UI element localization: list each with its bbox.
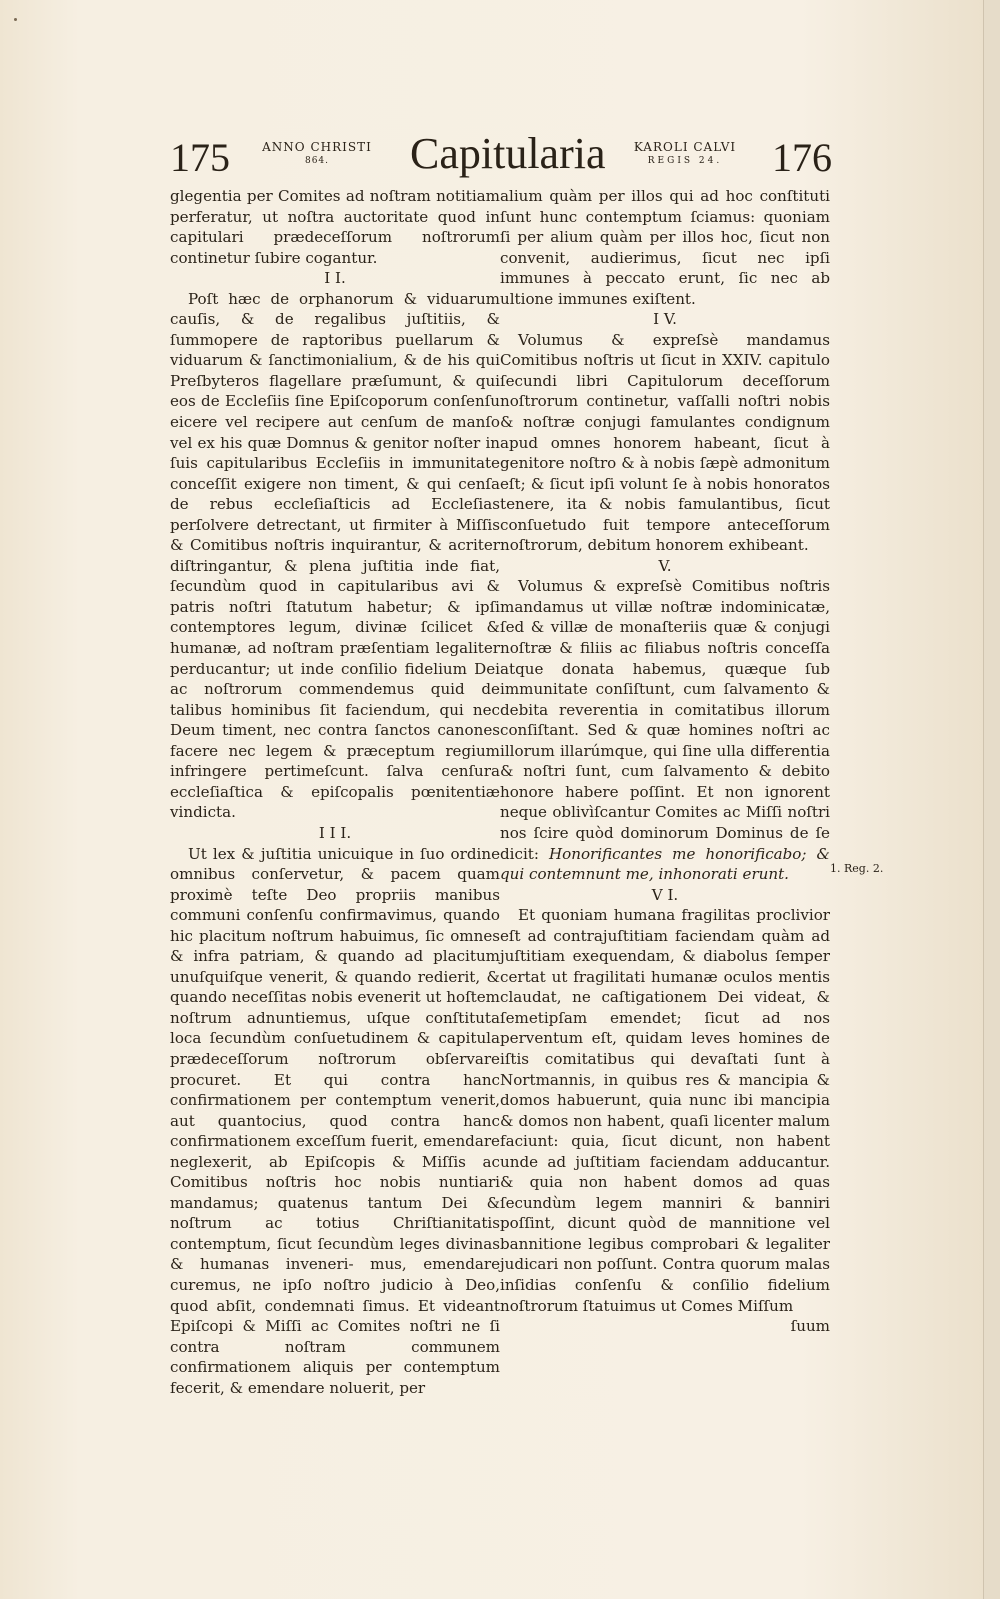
paragraph: glegentia per Comites ad noſtram notitiam perferatur, ut noſtra auctoritate quod in capitulari prædeceſſorum noſtrorum continetur ſubire cogantur. <box>170 187 500 267</box>
running-header <box>160 128 840 188</box>
chapter-heading: I V. <box>653 310 677 329</box>
page-number-right: 176 <box>772 135 832 180</box>
page-edge <box>983 0 1000 1599</box>
paragraph <box>500 576 830 884</box>
regis-year: REGIS 24. <box>647 156 723 166</box>
anno-year: 864. <box>304 156 330 166</box>
chapter-heading: I I I. <box>318 823 352 842</box>
scripture-quote: Honorificantes me honorificabo; & qui contemnunt me, inhonorati erunt. <box>500 844 830 884</box>
right-column <box>500 186 830 1337</box>
paragraph: Et quoniam humana fragilitas proclivior eſt ad contrajuſtitiam faciendam quàm ad juſtitiam exequendam, & diabolus ſemper certat ut fragilitati humanæ oculos mentis claudat, ne caſtigationem Dei videat, & ſemetipſam emendet; ſicut ad nos perventum eſt, quidam leves homines de iſtis comitatibus qui devaſtati ſunt à Nortmannis, in quibus res & mancipia & domos habuerunt, quia nunc ibi mancipia & domos non habent, quaſi licenter malum faciunt: quia, ſicut dicunt, non habent unde ad juſtitiam faciendam adducantur. & quia non habent domos ad quas ſecundùm legem manniri & banniri poſſint, dicunt quòd de mannitione vel bannitione legibus comprobari & legaliter judicari non poſſunt. Contra quorum malas inſidias conſenſu & conſilio fidelium noſtrorum ſtatuimus ut Comes Miſſum <box>500 906 830 1315</box>
karoli-calvi-label <box>610 140 760 166</box>
chapter-heading: V I. <box>651 885 679 904</box>
paragraph: Volumus & expreſsè mandamus Comitibus noſtris ut ſicut in XXIV. capitulo ſecundi libri Capitulorum deceſſorum noſtrorum continetur, vaſſalli noſtri nobis & noſtræ conjugi famulantes condignum apud omnes honorem habeant, ſicut à genitore noſtro & à nobis ſæpè admonitum eſt; & ſicut ipſi volunt ſe à nobis honoratos tenere, ita & nobis famulantibus, ſicut conſuetudo fuit tempore anteceſſorum noſtrorum, debitum honorem exhibeant. <box>500 330 830 555</box>
margin-note: 1. Reg. 2. <box>830 862 884 875</box>
page-speck <box>14 18 17 21</box>
chapter-heading: V. <box>658 556 672 575</box>
anno-christi-text: ANNO CHRISTI <box>262 140 372 154</box>
karoli-calvi-text: KAROLI CALVI <box>633 140 737 154</box>
page-title: Capitularia <box>410 129 606 178</box>
chapter-heading: I I. <box>324 269 346 288</box>
anno-christi-label <box>252 140 382 166</box>
left-column <box>170 186 500 1398</box>
catchword: ſuum <box>790 1317 830 1336</box>
paragraph-text: Volumus & expreſsè Comitibus noſtris mandamus ut villæ noſtræ indominicatæ, ſed & villæ de monaſteriis quæ & conjugi noſtræ & filiis ac filiabus noſtris conceſſa atque donata habemus, quæque ſub immunitate conſiſtunt, cum ſalvamento & debita reverentia in comitatibus illorum conſiſtant. Sed & quæ homines noſtri ac illorum illarúmque, qui ſine ulla differentia & noſtri ſunt, cum ſalvamento & debito honore habere poſſint. Et non ignorent neque oblivìſcantur Comites ac Miſſi noſtri nos ſcire quòd dominorum Dominus de ſe dicit: <box>500 577 830 863</box>
page-number-left: 175 <box>170 135 230 180</box>
paragraph: Poſt hæc de orphanorum & viduarum cauſis, & de regalibus juſtitiis, & ſummopere de raptoribus puellarum & viduarum & ſanctimonialium, & de his qui Preſbyteros flagellare præſumunt, & qui eos de Eccleſiis ſine Epiſcoporum conſenſu eicere vel recipere aut cenſum de manſo vel ex his quæ Domnus & genitor noſter in ſuis capitularibus Eccleſiis in immunitate conceſſit exigere non timent, & qui cenſa de rebus eccleſiaſticis ad Eccleſias perſolvere detrectant, ut firmiter à Miſſis & Comitibus noſtris inquirantur, & acriter diſtringantur, & plena juſtitia inde fiat, ſecundùm quod in capitularibus avi & patris noſtri ſtatutum habetur; & ipſi contemptores legum, divinæ ſcilicet & humanæ, ad noſtram præſentiam legaliter perducantur; ut inde conſilio fidelium Dei ac noſtrorum commendemus quid de talibus hominibus ſit faciendum, qui nec Deum timent, nec contra ſanctos canones facere nec legem & præceptum regium infringere pertimeſcunt. ſalva cenſura eccleſiaſtica & epiſcopalis pœnitentiæ vindicta. <box>170 289 500 822</box>
paragraph: Ut lex & juſtitia unicuique in ſuo ordine omnibus conſervetur, & pacem quam proximè teſte Deo propriis manibus communi conſenſu confirmavimus, quando hic placitum noſtrum habuimus, ſic omnes & infra patriam, & quando ad placitum unuſquiſque venerit, & quando redierit, & quando neceſſitas nobis evenerit ut hoſtem noſtrum adnuntiemus, uſque conſtituta loca ſecundùm conſuetudinem & capitula prædeceſſorum noſtrorum obſervare procuret. Et qui contra hanc confirmationem per contemptum venerit, aut quantocius, quod contra hanc confirmationem exceſſum fuerit, emendare neglexerit, ab Epiſcopis & Miſſis ac Comitibus noſtris hoc nobis nuntiari mandamus; quatenus tantum Dei & noſtrum ac totius Chriſtianitatis contemptum, ſicut ſecundùm leges divinas & humanas inveneri- mus, emendare curemus, ne ipſo noſtro judicio à Deo, quod abſit, condemnati ſimus. Et videant Epiſcopi & Miſſi ac Comites noſtri ne ſi contra noſtram communem confirmationem aliquis per contemptum fecerit, & emendare noluerit, per <box>170 844 500 1397</box>
paragraph: alium quàm per illos qui ad hoc conſtituti ſunt hunc contemptum ſciamus: quoniam ſi per alium quàm per illos hoc, ſicut non convenit, audierimus, ſicut nec ipſi immunes à peccato erunt, ſic nec ab ultione immunes exiſtent. <box>500 187 830 308</box>
